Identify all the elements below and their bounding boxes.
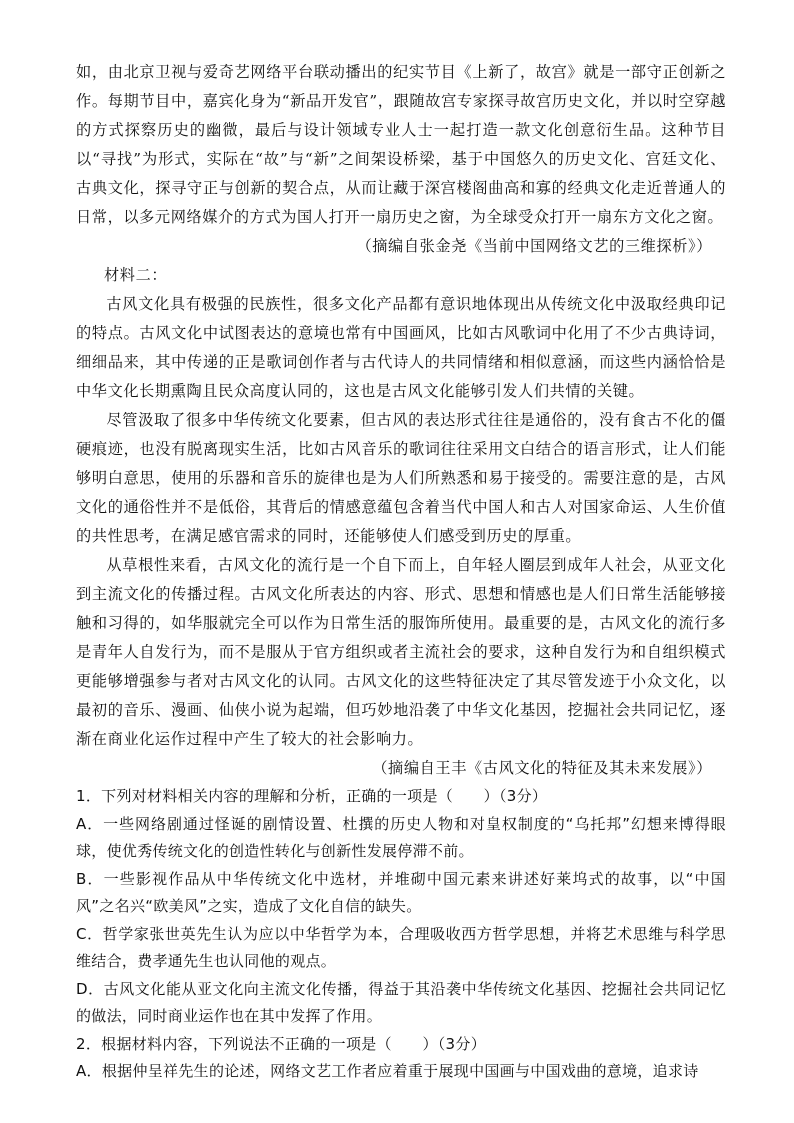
question-1-option-d: D．古风文化能从亚文化向主流文化传播，得益于其沿袭中华传统文化基因、挖掘社会共同记忆的做法，同时商业运作也在其中发挥了作用。 [76, 979, 726, 1025]
question-1-option-a: A．一些网络剧通过怪诞的剧情设置、杜撰的历史人物和对皇权制度的“乌托邦”幻想来博得眼球，使优秀传统文化的创造性转化与创新性发展停滞不前。 [76, 814, 726, 860]
material1-source: （摘编自张金尧《当前中国网络文艺的三维探析》） [356, 237, 712, 255]
question-2-stem: 2．根据材料内容，下列说法不正确的一项是（ ）（3分） [76, 1034, 486, 1053]
question-1-option-b: B．一些影视作品从中华传统文化中选材，并堆砌中国元素来讲述好莱坞式的故事，以“中国风”之名兴“欧美风”之实，造成了文化自信的缺失。 [76, 869, 726, 915]
material2-paragraph-1: 古风文化具有极强的民族性，很多文化产品都有意识地体现出从传统文化中汲取经典印记的特点。古风文化中试图表达的意境也常有中国画风，比如古风歌词中化用了不少古典诗词，细细品来，其中传递的正是歌词创作者与古代诗人的共同情绪和相似意涵，而这些内涵恰恰是中华文化长期熏陶且民众高度认同的，这也是古风文化能够引发人们共情的关键。 [76, 295, 726, 400]
exam-page [76, 58, 726, 1086]
question-2-option-a: A．根据仲呈祥先生的论述，网络文艺工作者应着重于展现中国画与中国戏曲的意境，追求诗 [76, 1062, 699, 1080]
question-1-stem: 1．下列对材料相关内容的理解和分析，正确的一项是（ ）（3分） [76, 787, 548, 805]
material1-paragraph: 如，由北京卫视与爱奇艺网络平台联动播出的纪实节目《上新了，故宫》就是一部守正创新之作。每期节目中，嘉宾化身为“新品开发官”，跟随故宫专家探寻故宫历史文化，并以时空穿越的方式探察历史的幽微，最后与设计领域专业人士一起打造一款文化创意衍生品。这种节目以“寻找”为形式，实际在“故”与“新”之间架设桥梁，基于中国悠久的历史文化、宫廷文化、古典文化，探寻守正与创新的契合点，从而让藏于深宫楼阁曲高和寡的经典文化走近普通人的日常，以多元网络媒介的方式为国人打开一扇历史之窗，为全球受众打开一扇东方文化之窗。 [76, 63, 726, 226]
material2-paragraph-2: 尽管汲取了很多中华传统文化要素，但古风的表达形式往往是通俗的，没有食古不化的僵硬痕迹，也没有脱离现实生活，比如古风音乐的歌词往往采用文白结合的语言形式，让人们能够明白意思，使用的乐器和音乐的旋律也是为人们所熟悉和易于接受的。需要注意的是，古风文化的通俗性并不是低俗，其背后的情感意蕴包含着当代中国人和古人对国家命运、人生价值的共性思考，在满足感官需求的同时，还能够使人们感受到历史的厚重。 [76, 411, 726, 545]
material2-source: （摘编自王丰《古风文化的特征及其未来发展》） [372, 759, 712, 777]
material2-paragraph-3: 从草根性来看，古风文化的流行是一个自下而上，自年轻人圈层到成年人社会，从亚文化到主流文化的传播过程。古风文化所表达的内容、形式、思想和情感也是人们日常生活能够接触和习得的，如华服就完全可以作为日常生活的服饰所使用。最重要的是，古风文化的流行多是青年人自发行为，而不是服从于官方组织或者主流社会的要求，这种自发行为和自组织模式更能够增强参与者对古风文化的认同。古风文化的这些特征决定了其尽管发迹于小众文化，以最初的音乐、漫画、仙侠小说为起端，但巧妙地沿袭了中华文化基因，挖掘社会共同记忆，逐渐在商业化运作过程中产生了较大的社会影响力。 [76, 556, 726, 748]
question-1-option-c: C．哲学家张世英先生认为应以中华哲学为本，合理吸收西方哲学思想，并将艺术思维与科学思维结合，费孝通先生也认同他的观点。 [76, 924, 726, 970]
material2-label: 材料二： [104, 266, 168, 284]
